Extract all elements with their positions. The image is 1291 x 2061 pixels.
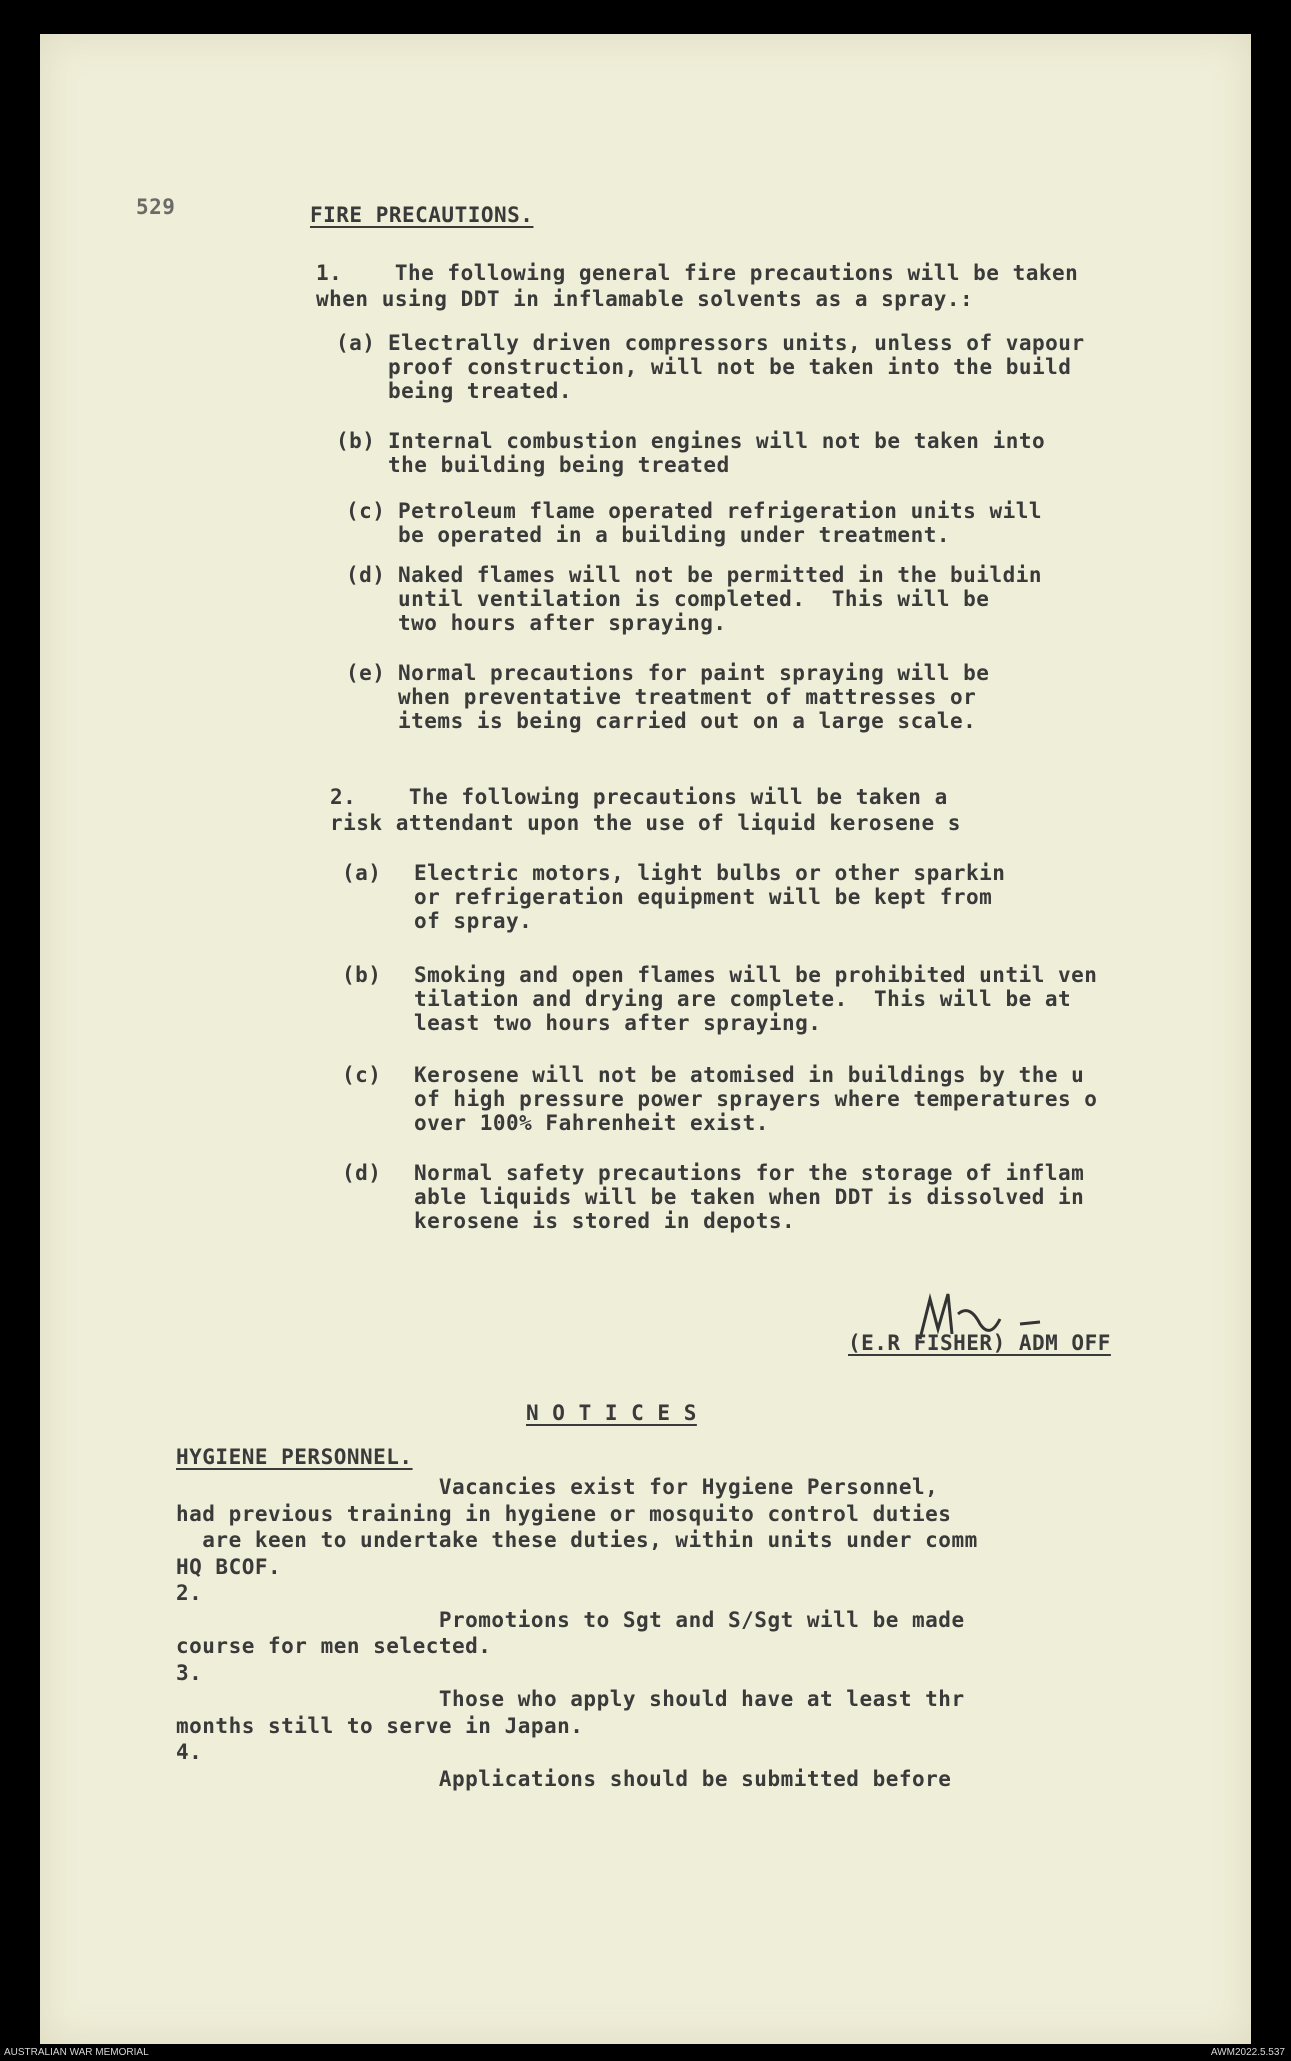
section-1-item-line: Naked flames will not be permitted in the buildin — [398, 563, 1043, 587]
section-2-item-label: (d) — [342, 1161, 382, 1185]
section-2-item-line: able liquids will be taken when DDT is dissolved in — [414, 1185, 1085, 1209]
section-1-item-label: (d) — [346, 563, 386, 587]
notice-line: 4. — [176, 1740, 203, 1764]
section-2-item-line: Electric motors, light bulbs or other sparkin — [414, 861, 1006, 885]
section-1-item-label: (c) — [346, 499, 386, 523]
section-2-item-line: tilation and drying are complete. This will be at — [414, 987, 1072, 1011]
notice-line: Vacancies exist for Hygiene Personnel, — [176, 1475, 939, 1499]
section-1-item-line: Normal precautions for paint spraying will be — [398, 661, 990, 685]
section-1-item-line: Electrally driven compressors units, unless of vapour — [388, 331, 1085, 355]
section-1-item-line: being treated. — [388, 379, 573, 403]
section-1-intro-line: 1. The following general fire precautions will be taken — [316, 261, 1079, 285]
section-2-item-label: (c) — [342, 1063, 382, 1087]
notice-line: Promotions to Sgt and S/Sgt will be made — [176, 1607, 965, 1632]
section-1-item-label: (b) — [336, 429, 376, 453]
section-1-item-label: (a) — [336, 331, 376, 355]
section-1-item-line: Petroleum flame operated refrigeration units will — [398, 499, 1043, 523]
notices-heading: N O T I C E S — [526, 1401, 697, 1425]
section-2-item-line: kerosene is stored in depots. — [414, 1209, 796, 1233]
section-1-intro-line: when using DDT in inflamable solvents as a spray.: — [316, 287, 974, 311]
notice-line: Applications should be submitted before — [176, 1766, 952, 1791]
page-number: 529 — [136, 195, 176, 219]
section-1-item-label: (e) — [346, 661, 386, 685]
section-2-item-line: or refrigeration equipment will be kept from — [414, 885, 993, 909]
notice-line: Those who apply should have at least thr — [176, 1687, 965, 1711]
document-title: FIRE PRECAUTIONS. — [310, 203, 534, 227]
section-2-item-line: over 100% Fahrenheit exist. — [414, 1111, 769, 1135]
section-2-intro-line: 2. The following precautions will be taken a — [330, 785, 948, 809]
footer-left: AUSTRALIAN WAR MEMORIAL — [4, 2047, 149, 2058]
section-2-item-line: Smoking and open flames will be prohibited until ven — [414, 963, 1098, 987]
notice-line: months still to serve in Japan. — [176, 1713, 584, 1738]
notice-line: 2. — [176, 1581, 203, 1605]
section-2-item-line: of spray. — [414, 909, 533, 933]
notice-line: had previous training in hygiene or mosquito control duties — [176, 1501, 952, 1526]
section-1-item-line: items is being carried out on a large scale. — [398, 709, 977, 733]
section-2-intro-line: risk attendant upon the use of liquid kerosene s — [330, 811, 961, 835]
section-2-item-line: least two hours after spraying. — [414, 1011, 822, 1035]
notice-line: course for men selected. — [176, 1634, 492, 1658]
notice-line: are keen to undertake these duties, within units under comm — [176, 1528, 978, 1552]
document-page — [40, 34, 1251, 2044]
notice-line: 3. — [176, 1660, 203, 1685]
section-2-item-line: Normal safety precautions for the storage of inflam — [414, 1161, 1085, 1185]
section-2-item-line: Kerosene will not be atomised in buildings by the u — [414, 1063, 1085, 1087]
section-1-item-line: be operated in a building under treatment. — [398, 523, 951, 547]
document-body — [40, 34, 1251, 2044]
section-1-item-line: proof construction, will not be taken into the build — [388, 355, 1072, 379]
notices-subheading: HYGIENE PERSONNEL. — [176, 1445, 413, 1469]
footer-right: AWM2022.5.537 — [1210, 2047, 1285, 2058]
section-1-item-line: the building being treated — [388, 453, 730, 477]
section-2-item-label: (b) — [342, 963, 382, 987]
section-1-item-line: when preventative treatment of mattresses or — [398, 685, 977, 709]
section-1-item-line: two hours after spraying. — [398, 611, 727, 635]
section-1-item-line: until ventilation is completed. This will be — [398, 587, 990, 611]
signature-name: (E.R FISHER) ADM OFF — [848, 1331, 1111, 1355]
section-2-item-line: of high pressure power sprayers where temperatures o — [414, 1087, 1098, 1111]
section-1-item-line: Internal combustion engines will not be taken into — [388, 429, 1046, 453]
notice-line: HQ BCOF. — [176, 1554, 282, 1579]
section-2-item-label: (a) — [342, 861, 382, 885]
